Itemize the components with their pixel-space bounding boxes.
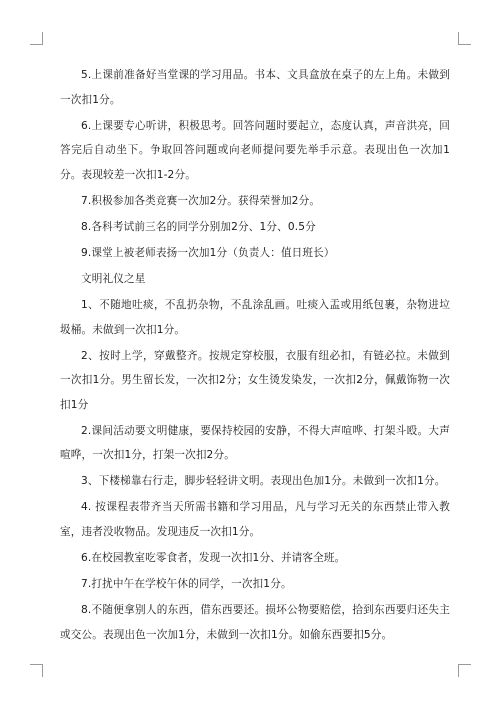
paragraph-11: 4. 按课程表带齐当天所需书籍和学习用品，凡与学习无关的东西禁止带入教室，违者没收物品。发现违反一次扣1分。: [60, 501, 450, 538]
paragraph-4: 8.各科考试前三名的同学分别加2分、1分、0.5分: [81, 220, 316, 233]
paragraph-12: 6.在校园教室吃零食者，发现一次扣1分、并请客全班。: [81, 552, 346, 565]
section-heading: 文明礼仪之星: [81, 272, 146, 285]
paragraph-9: 2.课间活动要文明健康，要保持校园的安静，不得大声喧哗、打架斗殴。大声喧哗，一次扣1分，打架一次扣2分。: [60, 424, 450, 462]
crop-mark-top-left: [30, 32, 43, 45]
paragraph-10: 3、下楼梯靠右行走，脚步轻轻讲文明。表现出色加1分。未做到一次扣1分。: [81, 475, 446, 488]
paragraph-5: 9.课堂上被老师表扬一次加1分（负责人：值日班长）: [81, 246, 335, 259]
crop-mark-top-right: [458, 32, 471, 45]
document-body: [60, 63, 450, 649]
paragraph-8: 2、按时上学，穿戴整齐。按规定穿校服，衣服有纽必扣，有链必拉。未做到一次扣1分。男生留长发，一次扣2分；女生烫发染发，一次扣2分，佩戴饰物一次扣1分: [60, 349, 450, 411]
paragraph-7: 1、不随地吐痰，不乱扔杂物，不乱涂乱画。吐痰入盂或用纸包裹，杂物进垃圾桶。未做到一次扣1分。: [60, 299, 450, 336]
paragraph-3: 7.积极参加各类竞赛一次加2分。获得荣誉加2分。: [81, 194, 321, 207]
crop-mark-bottom-right: [458, 664, 471, 677]
crop-mark-bottom-left: [30, 664, 43, 677]
paragraph-13: 7.打扰中午在学校午休的同学，一次扣1分。: [81, 578, 292, 591]
paragraph-1: 5.上课前准备好当堂课的学习用品。书本、文具盒放在桌子的左上角。未做到一次扣1分。: [60, 69, 450, 106]
paragraph-2: 6.上课要专心听讲，积极思考。回答问题时要起立，态度认真，声音洪亮，回答完后自动坐下。争取回答问题或向老师提问要先举手示意。表现出色一次加1分。表现较差一次扣1-2分。: [60, 119, 450, 181]
paragraph-14: 8.不随便拿别人的东西，借东西要还。损坏公物要赔偿，拾到东西要归还失主或交公。表现出色一次加1分，未做到一次扣1分。如偷东西要扣5分。: [60, 604, 450, 641]
